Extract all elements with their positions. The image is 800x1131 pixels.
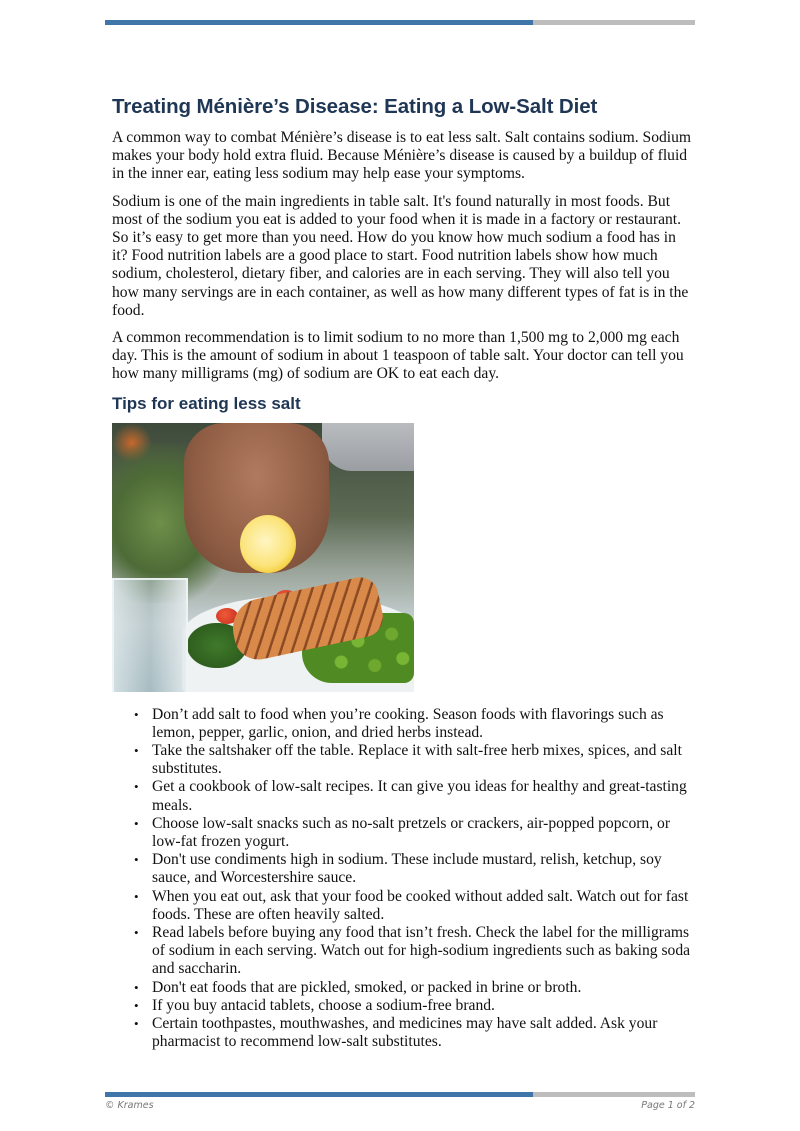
bullet-icon: • <box>134 1016 139 1032</box>
tip-text: If you buy antacid tablets, choose a sodium-free brand. <box>152 996 495 1014</box>
bullet-icon: • <box>134 743 139 759</box>
tip-text: Certain toothpastes, mouthwashes, and medicines may have salt added. Ask your pharmacist to recommend low-salt substitutes. <box>152 1015 658 1051</box>
page-footer <box>105 1100 695 1111</box>
list-item <box>134 851 692 887</box>
bullet-icon: • <box>134 888 139 904</box>
tip-text: Don't use condiments high in sodium. These include mustard, relish, ketchup, soy sauce, and Worcestershire sauce. <box>152 851 662 887</box>
section-heading-tips: Tips for eating less salt <box>112 393 301 413</box>
footer-progress-bar <box>105 1092 695 1097</box>
recommendation-paragraph: A common recommendation is to limit sodium to no more than 1,500 mg to 2,000 mg each day. This is the amount of sodium in about 1 teaspoon of table salt. Your doctor can tell you how many milligrams (mg) of sodium are OK to eat each day. <box>112 329 684 383</box>
tip-text: Get a cookbook of low-salt recipes. It can give you ideas for healthy and great-tasting meals. <box>152 778 687 814</box>
bullet-icon: • <box>134 779 139 795</box>
document-body <box>112 94 692 1052</box>
tip-text: Don't eat foods that are pickled, smoked, or packed in brine or broth. <box>152 978 582 996</box>
copyright-label: © Krames <box>105 1100 154 1111</box>
photo-lemon <box>240 515 296 573</box>
list-item <box>134 814 692 851</box>
list-item <box>134 705 692 742</box>
footer-bar-gray-segment <box>533 1092 695 1097</box>
header-bar-gray-segment <box>533 20 695 25</box>
bullet-icon: • <box>134 706 139 722</box>
tip-text: When you eat out, ask that your food be cooked without added salt. Watch out for fast foods. These are often heavily salted. <box>152 887 689 923</box>
bullet-icon: • <box>134 815 139 831</box>
list-item <box>134 742 692 778</box>
intro-paragraph: A common way to combat Ménière’s disease is to eat less salt. Salt contains sodium. Sodium makes your body hold extra fluid. Because Ménière’s disease is caused by a buildup of fluid in the inner ear, eating less sodium may help ease your symptoms. <box>112 129 692 183</box>
bullet-icon: • <box>134 925 139 941</box>
list-item <box>134 924 692 979</box>
tip-text: Don’t add salt to food when you’re cooking. Season foods with flavorings such as lemon, pepper, garlic, onion, and dried herbs instead. <box>152 705 664 741</box>
tip-text: Take the saltshaker off the table. Replace it with salt-free herb mixes, spices, and salt substitutes. <box>152 742 682 778</box>
header-progress-bar <box>105 20 695 25</box>
lemon-salmon-photo <box>112 423 414 692</box>
tip-text: Choose low-salt snacks such as no-salt pretzels or crackers, air-popped popcorn, or low-fat frozen yogurt. <box>152 814 671 851</box>
list-item <box>134 1015 692 1051</box>
list-item <box>134 996 692 1015</box>
tip-text: Read labels before buying any food that isn’t fresh. Check the label for the milligrams of sodium in each serving. Watch out for high-sodium ingredients such as baking soda and saccharin. <box>152 924 691 978</box>
photo-sleeve <box>322 423 414 471</box>
footer-bar-blue-segment <box>105 1092 533 1097</box>
header-bar-blue-segment <box>105 20 533 25</box>
list-item <box>134 887 692 924</box>
bullet-icon: • <box>134 979 139 995</box>
sodium-paragraph: Sodium is one of the main ingredients in table salt. It's found naturally in most foods. But most of the sodium you eat is added to your food when it is made in a factory or restaurant. So it’s easy to get more than you need. How do you know how much sodium a food has in it? Food nutrition labels are a good place to start. Food nutrition labels show how much sodium, cholesterol, dietary fiber, and calories are in each serving. They will also tell you how many servings are in each container, as well as how many different types of fat is in the food. <box>112 192 689 319</box>
list-item <box>134 778 692 814</box>
list-item <box>134 978 692 997</box>
page-title: Treating Ménière’s Disease: Eating a Low-Salt Diet <box>112 95 598 118</box>
photo-water-glass <box>112 578 188 692</box>
bullet-icon: • <box>134 997 139 1013</box>
page-number-label: Page 1 of 2 <box>641 1100 695 1111</box>
bullet-icon: • <box>134 852 139 868</box>
tips-list <box>112 706 692 1052</box>
